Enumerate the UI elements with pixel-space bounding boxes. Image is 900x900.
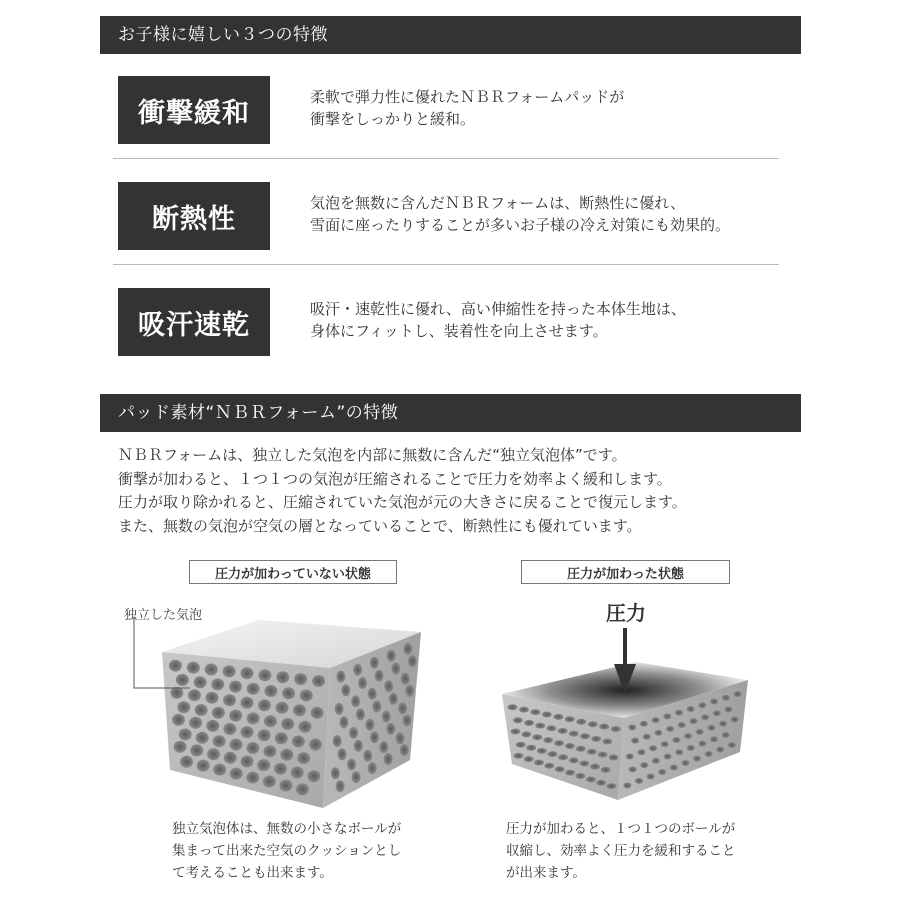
foam-bubble <box>241 697 254 709</box>
foam-bubble <box>664 754 672 760</box>
bubble-callout-label: 独立した気泡 <box>124 608 203 623</box>
foam-bubble <box>587 749 597 755</box>
foam-bubble <box>274 763 287 775</box>
foam-bubble <box>292 735 305 747</box>
foam-bubble <box>241 756 254 768</box>
foam-bubble <box>403 643 412 655</box>
foam-bubble <box>516 742 526 748</box>
foam-bubble <box>189 717 202 729</box>
foam-bubble <box>513 717 523 723</box>
foam-bubble <box>405 685 414 697</box>
foam-bubble <box>229 710 242 722</box>
feature-description: 気泡を無数に含んだＮＢＲフォームは、断熱性に優れ、 雪面に座ったりすることが多いお子様の冷え対策にも効果的。 <box>310 194 731 234</box>
foam-bubble <box>230 768 243 780</box>
foam-bubble <box>534 760 544 766</box>
foam-bubble <box>535 723 545 729</box>
foam-bubble <box>553 714 563 720</box>
foam-bubble <box>309 739 322 751</box>
foam-bubble <box>649 745 657 751</box>
foam-bubble <box>206 720 219 732</box>
foam-bubble <box>223 665 236 677</box>
foam-bubble <box>341 684 350 696</box>
foam-bubble <box>224 752 237 764</box>
foam-bubble <box>728 742 736 748</box>
foam-bubble <box>276 702 289 714</box>
foam-bubble <box>690 718 698 724</box>
foam-bubble <box>707 725 715 731</box>
foam-bubble <box>508 704 518 710</box>
foam-bubble <box>713 710 721 716</box>
foam-bubble <box>258 699 271 711</box>
foam-bubble <box>635 778 643 784</box>
foam-bubble <box>678 722 686 728</box>
foam-bubble <box>696 729 704 735</box>
foam-bubble <box>710 699 718 705</box>
foam-bubble <box>391 663 400 675</box>
foam-bubble <box>398 702 407 714</box>
foam-bubble <box>524 720 534 726</box>
foam-bubble <box>176 674 189 686</box>
foam-bubble <box>554 740 564 746</box>
state-label-text: 圧力が加わっていない状態 <box>215 566 371 582</box>
foam-bubble <box>281 718 294 730</box>
foam-bubble <box>640 721 648 727</box>
foam-bubble <box>532 734 542 740</box>
foam-bubble <box>626 754 634 760</box>
foam-bubble <box>725 706 733 712</box>
foam-bubble <box>347 759 356 771</box>
foam-bubble <box>197 760 210 772</box>
foam-bubble <box>349 727 358 739</box>
foam-bubble <box>384 680 393 692</box>
foam-bubble <box>386 723 395 735</box>
foam-bubble <box>247 712 260 724</box>
nbr-foam-intro: ＮＢＲフォームは、独立した気泡を内部に無数に含んだ“独立気泡体”です。 衝撃が加わると、１つ１つの気泡が圧縮されることで圧力を効率よく緩和します。 圧力が取り除かれると、圧縮されていた気泡が元の大きさに戻ることで復元します。 また、無数の気泡が空気の層となっていることで、断熱性にも優れています。 <box>118 446 687 535</box>
foam-bubble <box>722 732 730 738</box>
foam-bubble <box>213 735 226 747</box>
foam-block-uncompressed <box>162 620 421 808</box>
foam-bubble <box>403 714 412 726</box>
foam-bubble <box>666 726 674 732</box>
foam-bubble <box>297 752 310 764</box>
foam-bubble <box>338 748 347 760</box>
foam-bubble <box>246 772 259 784</box>
foam-bubble <box>280 749 293 761</box>
pressure-label: 圧力 <box>606 601 646 625</box>
foam-bubble <box>299 721 312 733</box>
foam-bubble <box>580 733 590 739</box>
feature-label: 吸汗速乾 <box>118 288 270 356</box>
foam-bubble <box>524 756 534 762</box>
foam-bubble <box>675 710 683 716</box>
features-header-title: お子様に嬉しい３つの特徴 <box>118 25 328 45</box>
foam-bubble <box>351 695 360 707</box>
foam-bubble <box>521 731 531 737</box>
foam-bubble <box>519 707 529 713</box>
foam-bubble <box>312 675 325 687</box>
feature-label: 衝撃緩和 <box>118 76 270 144</box>
foam-bubble <box>387 650 396 662</box>
foam-bubble <box>382 711 391 723</box>
foam-bubble <box>638 749 646 755</box>
foam-bubble <box>276 671 289 683</box>
foam-bubble <box>333 735 342 747</box>
foam-bubble <box>180 756 193 768</box>
foam-bubble <box>264 715 277 727</box>
foam-bubble <box>611 726 621 732</box>
foam-bubble <box>335 703 344 715</box>
foam-bubble <box>291 767 304 779</box>
foam-bubble <box>230 739 243 751</box>
foam-bubble <box>408 655 417 667</box>
foam-bubble <box>311 707 324 719</box>
foam-bubble <box>275 732 288 744</box>
foam-bubble <box>558 754 568 760</box>
foam-bubble <box>195 704 208 716</box>
foam-bubble <box>174 741 187 753</box>
foam-bubble <box>279 780 292 792</box>
foam-bubble <box>699 741 707 747</box>
foam-bubble <box>588 721 598 727</box>
foam-bubble <box>258 669 271 681</box>
nbr-foam-header-title: パッド素材“ＮＢＲフォーム”の特徴 <box>118 403 399 423</box>
foam-bubble <box>675 749 683 755</box>
foam-bubble <box>356 708 365 720</box>
foam-bubble <box>640 762 648 768</box>
foam-bubble <box>294 673 307 685</box>
foam-bubble <box>379 741 388 753</box>
feature-description: 吸汗・速乾性に優れ、高い伸縮性を持った本体生地は、 身体にフィットし、装着性を向上させます。 <box>310 300 686 340</box>
foam-bubble <box>179 728 192 740</box>
foam-bubble <box>698 702 706 708</box>
foam-bubble <box>722 695 730 701</box>
foam-bubble <box>339 716 348 728</box>
foam-bubble <box>241 726 254 738</box>
foam-bubble <box>652 758 660 764</box>
foam-bubble <box>606 783 616 789</box>
foam-bubble <box>400 744 409 756</box>
foam-bubble <box>687 706 695 712</box>
foam-bubble <box>569 757 579 763</box>
foam-bubble <box>602 739 612 745</box>
foam-bubble <box>555 766 565 772</box>
foam-bubble <box>401 673 410 685</box>
foam-bubble <box>353 664 362 676</box>
foam-bubble <box>365 719 374 731</box>
foam-bubble <box>177 701 190 713</box>
foam-bubble <box>368 762 377 774</box>
foam-bubble <box>530 709 540 715</box>
foam-bubble <box>652 717 660 723</box>
feature-description: 柔軟で弾力性に優れたＮＢＲフォームパッドが 衝撃をしっかりと緩和。 <box>310 88 625 128</box>
foam-bubble <box>590 764 600 770</box>
foam-bubble <box>598 752 608 758</box>
foam-bubble <box>336 671 345 683</box>
foam-bubble <box>396 732 405 744</box>
foam-bubble <box>710 736 718 742</box>
foam-bubble <box>565 743 575 749</box>
foam-bubble <box>296 783 309 795</box>
foam-bubble <box>576 719 586 725</box>
foam-bubble <box>716 747 724 753</box>
foam-bubble <box>575 773 585 779</box>
foam-bubble <box>169 660 182 672</box>
foam-bubble <box>293 704 306 716</box>
foam-bubble <box>537 748 547 754</box>
foam-bubble <box>212 707 225 719</box>
foam-bubble <box>586 776 596 782</box>
foam-bubble <box>206 692 219 704</box>
foam-bubble <box>548 751 558 757</box>
foam-bubble <box>211 678 224 690</box>
state-label-text: 圧力が加わった状態 <box>567 566 684 582</box>
foam-bubble <box>389 693 398 705</box>
foam-bubble <box>631 738 639 744</box>
foam-bubble <box>544 763 554 769</box>
foam-bubble <box>263 776 276 788</box>
foam-bubble <box>513 753 523 759</box>
foam-bubble <box>599 724 609 730</box>
foam-bubble <box>354 740 363 752</box>
foam-bubble <box>196 732 209 744</box>
foam-bubble <box>257 759 270 771</box>
foam-bubble <box>370 657 379 669</box>
foam-bubble <box>526 745 536 751</box>
foam-bubble <box>546 725 556 731</box>
foam-bubble <box>687 745 695 751</box>
foam-bubble <box>543 737 553 743</box>
foam-bubble <box>623 783 631 789</box>
foam-bubble <box>579 761 589 767</box>
foam-bubble <box>629 766 637 772</box>
foam-bubble <box>731 717 739 723</box>
foam-bubble <box>363 750 372 762</box>
foam-bubble <box>628 724 636 730</box>
foam-bubble <box>229 681 242 693</box>
foam-bubble <box>241 667 254 679</box>
foam-bubble <box>368 688 377 700</box>
foam-bubble <box>282 687 295 699</box>
caption-uncompressed: 独立気泡体は、無数の小さなボールが 集まって出来た空気のクッションとし て考えることも出来ます。 <box>172 821 402 881</box>
foam-bubble <box>682 760 690 766</box>
foam-bubble <box>370 731 379 743</box>
caption-compressed: 圧力が加わると、１つ１つのボールが 収縮し、効率よく圧力を緩和すること が出来ます。 <box>506 821 736 881</box>
foam-bubble <box>596 780 606 786</box>
foam-bubble <box>223 694 236 706</box>
foam-bubble <box>194 676 207 688</box>
foam-bubble <box>719 721 727 727</box>
foam-bubble <box>188 689 201 701</box>
foam-bubble <box>307 770 320 782</box>
foam-bubble <box>187 662 200 674</box>
foam-bubble <box>246 742 259 754</box>
foam-bubble <box>565 716 575 722</box>
foam-bubble <box>375 670 384 682</box>
foam-bubble <box>172 714 185 726</box>
foam-bubble <box>701 714 709 720</box>
foam-bubble <box>542 712 552 718</box>
foam-bubble <box>384 753 393 765</box>
foam-bubble <box>734 691 742 697</box>
foam-bubble <box>609 755 619 761</box>
foam-bubble <box>263 745 276 757</box>
foam-bubble <box>358 677 367 689</box>
foam-bubble <box>670 765 678 771</box>
foam-bubble <box>601 767 611 773</box>
foam-bubble <box>331 767 340 779</box>
foam-bubble <box>658 769 666 775</box>
foam-bubble <box>661 741 669 747</box>
foam-bubble <box>693 756 701 762</box>
foam-bubble <box>223 723 236 735</box>
foam-bubble <box>565 770 575 776</box>
foam-bubble <box>264 685 277 697</box>
foam-bubble <box>205 664 218 676</box>
foam-bubble <box>352 771 361 783</box>
foam-bubble <box>247 683 260 695</box>
foam-bubble <box>300 690 313 702</box>
foam-bubble <box>336 780 345 792</box>
feature-label: 断熱性 <box>118 182 270 250</box>
foam-bubble <box>258 729 271 741</box>
foam-bubble <box>207 748 220 760</box>
foam-bubble <box>655 730 663 736</box>
foam-bubble <box>190 744 203 756</box>
foam-bubble <box>591 736 601 742</box>
foam-bubble <box>663 713 671 719</box>
foam-bubble <box>511 729 521 735</box>
foam-bubble <box>647 774 655 780</box>
foam-bubble <box>372 701 381 713</box>
foam-bubble <box>558 728 568 734</box>
foam-bubble <box>643 734 651 740</box>
foam-bubble <box>684 733 692 739</box>
foam-bubble <box>705 751 713 757</box>
foam-bubble <box>672 737 680 743</box>
foam-bubble <box>213 764 226 776</box>
foam-bubble <box>569 731 579 737</box>
foam-bubble <box>576 746 586 752</box>
